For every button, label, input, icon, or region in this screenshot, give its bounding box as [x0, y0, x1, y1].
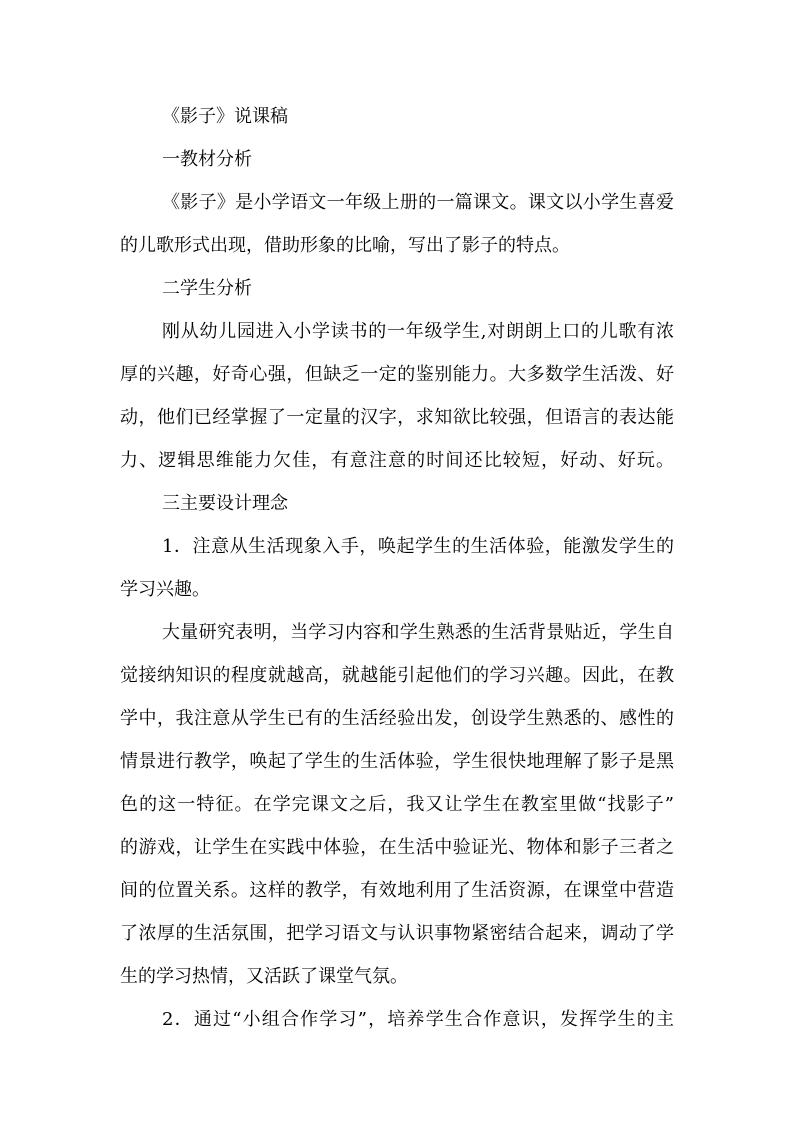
paragraph-line: 动，他们已经掌握了一定量的汉字，求知欲比较强，但语言的表达能: [120, 407, 674, 428]
paragraph-line: 觉接纳知识的程度就越高，就越能引起他们的学习兴趣。因此，在教: [120, 665, 674, 686]
paragraph-line: 的儿歌形式出现，借助形象的比喻，写出了影子的特点。: [120, 235, 570, 256]
document-title: 《影子》说课稿: [162, 106, 288, 127]
paragraph-line: 的游戏，让学生在实践中体验，在生活中验证光、物体和影子三者之: [120, 837, 674, 858]
paragraph-line: 刚从幼儿园进入小学读书的一年级学生,对朗朗上口的儿歌有浓: [162, 321, 674, 342]
paragraph-line: 力、逻辑思维能力欠佳，有意注意的时间还比较短，好动、好玩。: [120, 450, 674, 471]
paragraph-line: 《影子》是小学语文一年级上册的一篇课文。课文以小学生喜爱: [162, 192, 674, 213]
paragraph-line: 1．注意从生活现象入手，唤起学生的生活体验，能激发学生的: [162, 536, 674, 557]
paragraph-line: 学习兴趣。: [120, 579, 210, 600]
paragraph-line: 色的这一特征。在学完课文之后，我又让学生在教室里做“找影子”: [120, 794, 674, 815]
section-heading-1: 一教材分析: [162, 149, 252, 170]
paragraph-line: 情景进行教学，唤起了学生的生活体验，学生很快地理解了影子是黑: [120, 751, 674, 772]
paragraph-line: 间的位置关系。这样的教学，有效地利用了生活资源，在课堂中营造: [120, 880, 674, 901]
paragraph-line: 学中，我注意从学生已有的生活经验出发，创设学生熟悉的、感性的: [120, 708, 674, 729]
paragraph-line: 2．通过“小组合作学习”，培养学生合作意识，发挥学生的主: [162, 1009, 674, 1030]
paragraph-line: 大量研究表明，当学习内容和学生熟悉的生活背景贴近，学生自: [162, 622, 674, 643]
paragraph-line: 厚的兴趣，好奇心强，但缺乏一定的鉴别能力。大多数学生活泼、好: [120, 364, 674, 385]
section-heading-3: 三主要设计理念: [162, 493, 288, 514]
paragraph-line: 了浓厚的生活氛围，把学习语文与认识事物紧密结合起来，调动了学: [120, 923, 674, 944]
paragraph-line: 生的学习热情，又活跃了课堂气氛。: [120, 966, 408, 987]
section-heading-2: 二学生分析: [162, 278, 252, 299]
